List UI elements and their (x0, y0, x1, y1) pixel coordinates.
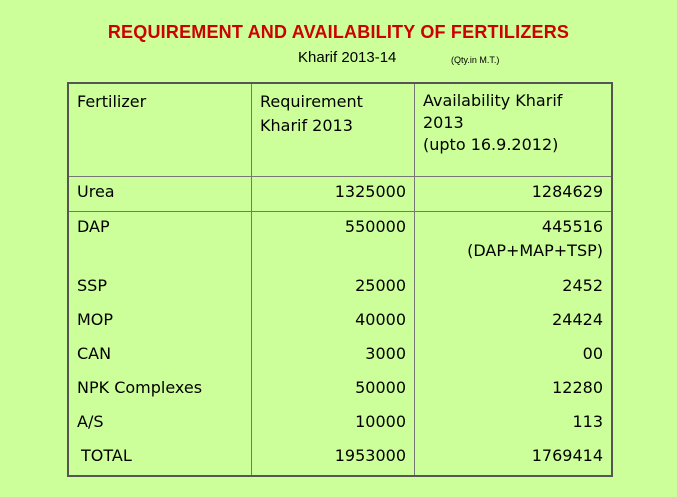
total-row (68, 441, 612, 476)
row-requirement: 40000 (252, 305, 415, 339)
fertilizer-table (67, 82, 613, 477)
row-name: DAP (77, 217, 110, 236)
row-requirement: 550000 (252, 212, 415, 272)
table-row (68, 212, 612, 272)
table-row (68, 305, 612, 339)
table-row (68, 339, 612, 373)
total-availability: 1769414 (531, 446, 603, 465)
row-name: Urea (68, 177, 252, 212)
row-availability-note: (DAP+MAP+TSP) (467, 241, 603, 260)
row-availability: 00 (582, 344, 603, 363)
table-row (68, 373, 612, 407)
row-availability: 24424 (552, 310, 603, 329)
row-availability: 2452 (562, 276, 603, 295)
header-fertilizer: Fertilizer (68, 83, 252, 177)
row-availability: 113 (572, 412, 603, 431)
row-availability: 12280 (552, 378, 603, 397)
season-subtitle: Kharif 2013-14 (298, 49, 397, 66)
row-name: CAN (77, 344, 112, 363)
total-label: TOTAL (81, 446, 132, 465)
row-availability: 1284629 (415, 177, 613, 212)
total-requirement: 1953000 (252, 441, 415, 476)
header-requirement-line1: Requirement (260, 92, 363, 111)
row-name: NPK Complexes (77, 378, 203, 397)
row-requirement: 25000 (252, 271, 415, 305)
header-availability-line2: (upto 16.9.2012) (423, 135, 559, 154)
row-requirement: 1325000 (252, 177, 415, 212)
units-note: (Qty.in M.T.) (451, 55, 500, 65)
header-requirement-line2: Kharif 2013 (260, 116, 353, 135)
row-availability (415, 212, 613, 272)
row-name: MOP (77, 310, 114, 329)
row-name: A/S (77, 412, 104, 431)
table-header-row (68, 83, 612, 177)
table-row (68, 271, 612, 305)
row-name: SSP (77, 276, 107, 295)
header-availability (415, 83, 613, 177)
header-availability-line1: Availability Kharif 2013 (423, 91, 563, 132)
header-requirement (252, 83, 415, 177)
row-requirement: 3000 (252, 339, 415, 373)
row-availability-value: 445516 (541, 217, 603, 236)
row-requirement: 10000 (252, 407, 415, 441)
page-title: REQUIREMENT AND AVAILABILITY OF FERTILIZERS (107, 22, 570, 42)
row-requirement: 50000 (252, 373, 415, 407)
table-row (68, 177, 612, 212)
table-row (68, 407, 612, 441)
